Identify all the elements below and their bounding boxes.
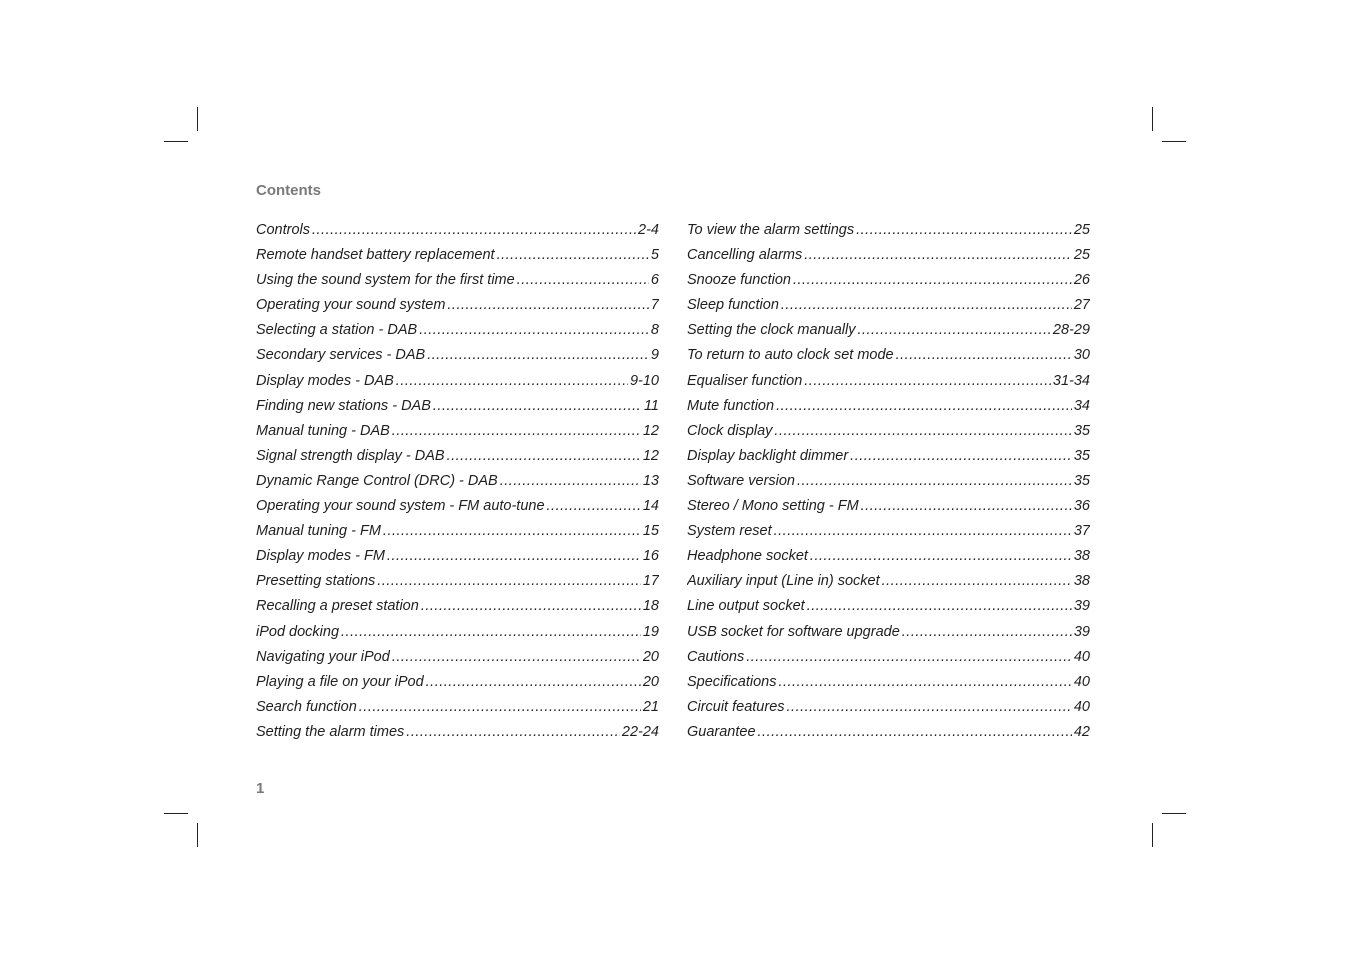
toc-entry (256, 394, 659, 419)
toc-dot-leader (392, 645, 641, 670)
toc-entry-page: 34 (1073, 397, 1090, 414)
toc-dot-leader (807, 594, 1072, 619)
toc-entry-page: 7 (650, 297, 659, 314)
toc-entry-page: 17 (642, 573, 659, 590)
toc-entry-page: 36 (1073, 498, 1090, 515)
toc-entry-title: Cautions (687, 648, 745, 665)
toc-entry-title: Headphone socket (687, 548, 808, 565)
toc-entry-title: Cancelling alarms (687, 247, 803, 264)
toc-dot-leader (419, 318, 649, 343)
toc-dot-leader (377, 569, 641, 594)
toc-entry-title: iPod docking (256, 623, 340, 640)
toc-entry (687, 695, 1090, 720)
toc-entry-title: Setting the alarm times (256, 723, 405, 740)
toc-entry-title: Sleep function (687, 297, 779, 314)
toc-dot-leader (312, 218, 636, 243)
toc-dot-leader (392, 419, 641, 444)
toc-entry (687, 218, 1090, 243)
toc-entry (687, 293, 1090, 318)
toc-entry-title: Auxiliary input (Line in) socket (687, 573, 880, 590)
toc-dot-leader (396, 369, 628, 394)
crop-mark-bottom-right-horizontal (1162, 813, 1186, 814)
toc-entry-page: 35 (1073, 422, 1090, 439)
toc-entry-title: Playing a file on your iPod (256, 673, 424, 690)
toc-entry (687, 444, 1090, 469)
toc-entry-title: Dynamic Range Control (DRC) - DAB (256, 472, 498, 489)
toc-entry-page: 8 (650, 322, 659, 339)
toc-entry (687, 544, 1090, 569)
toc-dot-leader (804, 369, 1051, 394)
toc-dot-leader (746, 645, 1072, 670)
toc-dot-leader (359, 695, 641, 720)
crop-mark-top-left-vertical (197, 107, 198, 131)
toc-entry-page: 35 (1073, 447, 1090, 464)
toc-entry-page: 27 (1073, 297, 1090, 314)
toc-entry-page: 5 (650, 247, 659, 264)
toc-entry-page: 22-24 (621, 723, 659, 740)
toc-dot-leader (797, 469, 1072, 494)
toc-entry-page: 42 (1073, 723, 1090, 740)
toc-entry (687, 419, 1090, 444)
toc-dot-leader (781, 293, 1072, 318)
toc-dot-leader (774, 419, 1071, 444)
crop-mark-top-right-horizontal (1162, 141, 1186, 142)
toc-entry-page: 19 (642, 623, 659, 640)
toc-entry-title: Manual tuning - DAB (256, 422, 390, 439)
crop-mark-bottom-left-vertical (197, 823, 198, 847)
toc-entry-page: 9-10 (629, 372, 659, 389)
toc-entry (687, 620, 1090, 645)
toc-dot-leader (902, 620, 1072, 645)
toc-entry-page: 20 (642, 673, 659, 690)
toc-entry (256, 670, 659, 695)
toc-entry (687, 394, 1090, 419)
toc-dot-leader (447, 444, 641, 469)
toc-entry-page: 2-4 (638, 222, 659, 238)
toc-dot-leader (882, 569, 1072, 594)
toc-entry-page: 40 (1073, 698, 1090, 715)
toc-entry-title: To return to auto clock set mode (687, 347, 894, 364)
toc-entry-page: 40 (1073, 673, 1090, 690)
toc-entry-title: Clock display (687, 422, 773, 439)
toc-entry-page: 39 (1073, 623, 1090, 640)
toc-entry-title: Software version (687, 472, 795, 489)
toc-entry (256, 469, 659, 494)
toc-entry (256, 318, 659, 343)
toc-entry-title: Display modes - FM (256, 548, 385, 565)
toc-entry-page: 26 (1073, 272, 1090, 289)
toc-entry (687, 494, 1090, 519)
toc-entry-title: Navigating your iPod (256, 648, 390, 665)
toc-dot-leader (500, 469, 641, 494)
toc-entry (256, 695, 659, 720)
toc-dot-leader (896, 343, 1072, 368)
toc-dot-leader (517, 268, 649, 293)
toc-dot-leader (433, 394, 642, 419)
toc-dot-leader (426, 670, 641, 695)
toc-entry-title: Equaliser function (687, 372, 803, 389)
toc-entry-title: Setting the clock manually (687, 322, 856, 339)
toc-entry-title: Signal strength display - DAB (256, 447, 445, 464)
toc-entry-page: 15 (642, 523, 659, 540)
toc-entry-page: 39 (1073, 598, 1090, 615)
toc-entry (256, 645, 659, 670)
toc-entry (256, 293, 659, 318)
toc-entry-title: Snooze function (687, 272, 791, 289)
toc-entry-title: Using the sound system for the first time (256, 272, 515, 289)
toc-entry-title: Circuit features (687, 698, 785, 715)
toc-dot-leader (758, 720, 1072, 745)
toc-entry (256, 494, 659, 519)
toc-entry-title: Operating your sound system (256, 297, 446, 314)
toc-entry-title: Presetting stations (256, 573, 376, 590)
toc-entry-page: 25 (1073, 222, 1090, 238)
toc-entry-page: 35 (1073, 472, 1090, 489)
toc-dot-leader (856, 218, 1072, 243)
toc-entry (256, 343, 659, 368)
toc-entry-page: 28-29 (1052, 322, 1090, 339)
toc-entry (687, 594, 1090, 619)
toc-dot-leader (810, 544, 1072, 569)
toc-entry (256, 444, 659, 469)
toc-entry (687, 645, 1090, 670)
toc-entry (256, 243, 659, 268)
toc-entry-title: Secondary services - DAB (256, 347, 426, 364)
toc-entry-title: Selecting a station - DAB (256, 322, 418, 339)
toc-entry-page: 37 (1073, 523, 1090, 540)
toc-entry-title: Mute function (687, 397, 775, 414)
toc-dot-leader (406, 720, 620, 745)
toc-left-column (256, 218, 659, 745)
toc-entry-title: Operating your sound system - FM auto-tune (256, 498, 545, 515)
toc-dot-leader (776, 394, 1072, 419)
toc-entry-page: 11 (643, 397, 659, 414)
toc-entry (687, 720, 1090, 745)
toc-entry (687, 318, 1090, 343)
toc-dot-leader (547, 494, 641, 519)
toc-dot-leader (804, 243, 1072, 268)
toc-entry-page: 21 (642, 698, 659, 715)
toc-entry (256, 620, 659, 645)
toc-dot-leader (383, 519, 641, 544)
toc-entry (687, 519, 1090, 544)
crop-mark-bottom-left-horizontal (164, 813, 188, 814)
toc-entry-title: Recalling a preset station (256, 598, 419, 615)
toc-entry-page: 13 (642, 472, 659, 489)
page-title: Contents (256, 182, 321, 199)
toc-entry (256, 268, 659, 293)
toc-entry (687, 569, 1090, 594)
toc-entry-page: 38 (1073, 548, 1090, 565)
toc-entry (256, 519, 659, 544)
toc-entry-title: Line output socket (687, 598, 805, 615)
toc-entry-page: 40 (1073, 648, 1090, 665)
toc-entry (256, 720, 659, 745)
toc-dot-leader (793, 268, 1072, 293)
toc-entry (687, 268, 1090, 293)
toc-entry (256, 419, 659, 444)
toc-dot-leader (850, 444, 1072, 469)
toc-entry-page: 12 (642, 447, 659, 464)
toc-dot-leader (427, 343, 649, 368)
toc-entry-page: 12 (642, 422, 659, 439)
toc-entry-title: Stereo / Mono setting - FM (687, 498, 859, 515)
toc-entry (687, 343, 1090, 368)
toc-entry-title: Remote handset battery replacement (256, 247, 495, 264)
toc-entry-page: 25 (1073, 247, 1090, 264)
toc-dot-leader (778, 670, 1071, 695)
toc-entry-title: Guarantee (687, 723, 756, 740)
crop-mark-top-right-vertical (1152, 107, 1153, 131)
crop-mark-bottom-right-vertical (1152, 823, 1153, 847)
toc-entry-page: 30 (1073, 347, 1090, 364)
toc-entry-title: Specifications (687, 673, 777, 690)
page-number: 1 (256, 780, 265, 797)
toc-entry-title: System reset (687, 523, 772, 540)
toc-entry (687, 670, 1090, 695)
toc-right-column (687, 218, 1090, 745)
toc-entry-page: 18 (642, 598, 659, 615)
toc-entry-page: 14 (642, 498, 659, 515)
toc-entry-title: To view the alarm settings (687, 222, 855, 238)
toc-entry-title: Controls (256, 222, 310, 238)
toc-dot-leader (857, 318, 1050, 343)
toc-entry-title: Manual tuning - FM (256, 523, 381, 540)
toc-entry-page: 20 (642, 648, 659, 665)
toc-dot-leader (421, 594, 641, 619)
toc-dot-leader (447, 293, 649, 318)
toc-entry-page: 38 (1073, 573, 1090, 590)
toc-dot-leader (774, 519, 1072, 544)
crop-mark-top-left-horizontal (164, 141, 188, 142)
toc-entry-title: Display modes - DAB (256, 372, 394, 389)
toc-entry-title: USB socket for software upgrade (687, 623, 900, 640)
toc-entry (256, 369, 659, 394)
toc-entry (256, 569, 659, 594)
toc-entry (256, 544, 659, 569)
toc-dot-leader (387, 544, 641, 569)
toc-entry (687, 469, 1090, 494)
toc-entry (687, 243, 1090, 268)
toc-entry-page: 6 (650, 272, 659, 289)
toc-entry-title: Search function (256, 698, 357, 715)
toc-entry-title: Display backlight dimmer (687, 447, 849, 464)
toc-dot-leader (861, 494, 1072, 519)
toc-dot-leader (341, 620, 641, 645)
toc-entry (687, 369, 1090, 394)
toc-dot-leader (787, 695, 1072, 720)
toc-entry (256, 594, 659, 619)
toc-entry-page: 16 (642, 548, 659, 565)
toc-entry-title: Finding new stations - DAB (256, 397, 431, 414)
toc-entry (256, 218, 659, 243)
toc-entry-page: 31-34 (1052, 372, 1090, 389)
toc-dot-leader (497, 243, 649, 268)
toc-entry-page: 9 (650, 347, 659, 364)
